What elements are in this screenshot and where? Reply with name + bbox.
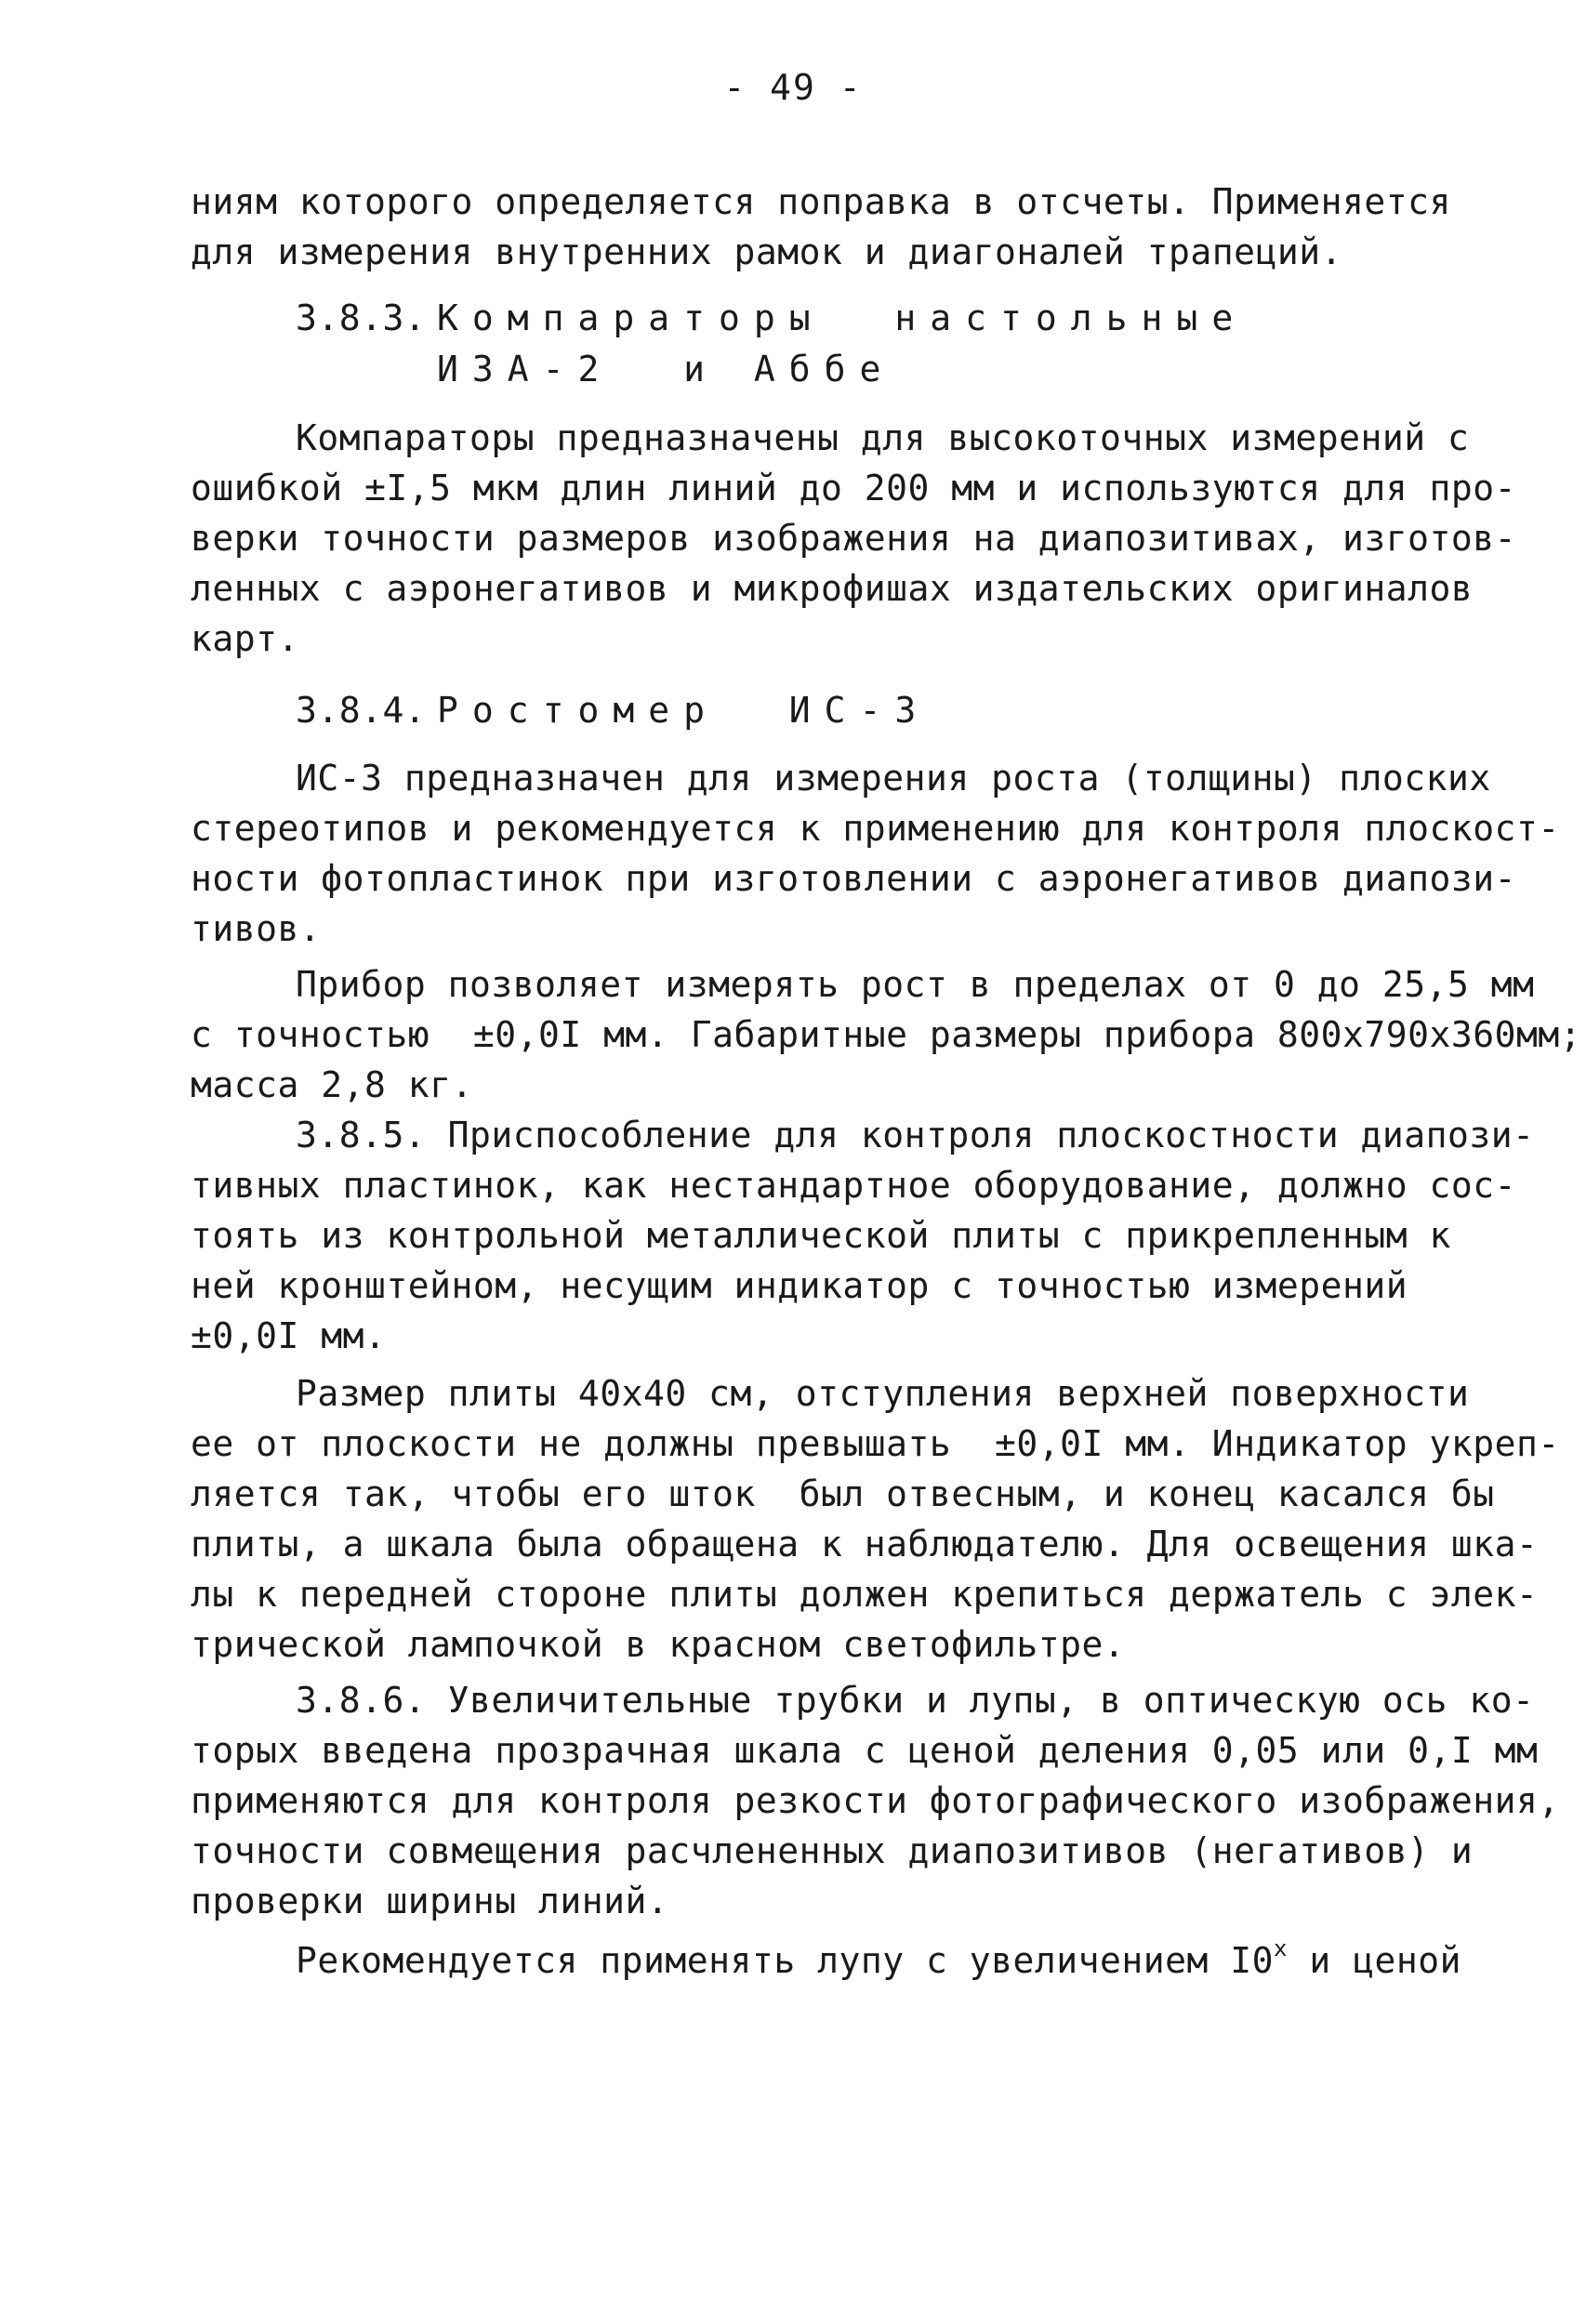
last-line-text: Рекомендуется применять лупу с увеличением I0: [296, 1940, 1275, 1981]
body-line: лы к передней стороне плиты должен крепиться держатель с элек-: [191, 1574, 1539, 1615]
body-line: Компараторы предназначены для высокоточных измерений с: [296, 417, 1470, 458]
body-line: ней кронштейном, несущим индикатор с точностью измерений: [191, 1265, 1408, 1306]
body-line: применяются для контроля резкости фотографического изображения,: [191, 1780, 1560, 1821]
body-line: Прибор позволяет измерять рост в пределах от 0 до 25,5 мм: [296, 964, 1535, 1005]
body-line: верки точности размеров изображения на диапозитивах, изготов-: [191, 518, 1517, 559]
body-line: ниям которого определяется поправка в отсчеты. Применяется: [191, 181, 1451, 222]
body-line: ленных с аэронегативов и микрофишах издательских оригиналов: [191, 568, 1474, 609]
body-line: ИС-3 предназначен для измерения роста (толщины) плоских: [296, 758, 1491, 799]
body-line: масса 2,8 кг.: [191, 1064, 473, 1105]
body-line: точности совмещения расчлененных диапозитивов (негативов) и: [191, 1830, 1474, 1871]
body-line: тивов.: [191, 908, 322, 949]
body-line: 3.8.5. Приспособление для контроля плоскостности диапози-: [296, 1115, 1535, 1155]
body-line: тоять из контрольной металлической плиты с прикрепленным к: [191, 1215, 1451, 1256]
body-line: ее от плоскости не должны превышать ±0,0I мм. Индикатор укреп-: [191, 1423, 1560, 1464]
body-line: торых введена прозрачная шкала с ценой деления 0,05 или 0,I мм: [191, 1730, 1539, 1771]
body-line-last: [296, 1935, 1461, 1981]
body-line: для измерения внутренних рамок и диагоналей трапеций.: [191, 231, 1343, 272]
last-line-suffix: и ценой: [1287, 1940, 1461, 1981]
body-line: ляется так, чтобы его шток был отвесным, и конец касался бы: [191, 1473, 1495, 1514]
body-line: стереотипов и рекомендуется к применению для контроля плоскост-: [191, 808, 1560, 849]
body-line: ности фотопластинок при изготовлении с аэронегативов диапози-: [191, 858, 1517, 899]
body-line: трической лампочкой в красном светофильтре.: [191, 1624, 1126, 1665]
magnification-superscript: х: [1274, 1935, 1288, 1961]
section-number: 3.8.3.: [296, 297, 427, 338]
section-heading: Компараторы настольные: [437, 297, 1248, 338]
body-line: ±0,0I мм.: [191, 1315, 387, 1356]
body-line: тивных пластинок, как нестандартное оборудование, должно сос-: [191, 1165, 1517, 1206]
body-line: с точностью ±0,0I мм. Габаритные размеры прибора 800х790х360мм;: [191, 1014, 1582, 1055]
body-line: 3.8.6. Увеличительные трубки и лупы, в оптическую ось ко-: [296, 1680, 1535, 1721]
section-heading-continued: ИЗА-2 и Аббе: [437, 349, 895, 390]
section-heading: Ростомер ИС-3: [437, 690, 931, 731]
body-line: проверки ширины линий.: [191, 1881, 669, 1921]
body-line: плиты, а шкала была обращена к наблюдателю. Для освещения шка-: [191, 1524, 1539, 1565]
body-line: Размер плиты 40х40 см, отступления верхней поверхности: [296, 1373, 1470, 1414]
body-line: ошибкой ±I,5 мкм длин линий до 200 мм и используются для про-: [191, 468, 1517, 508]
section-number: 3.8.4.: [296, 690, 427, 731]
body-line: карт.: [191, 618, 299, 659]
page-number: - 49 -: [723, 67, 863, 108]
